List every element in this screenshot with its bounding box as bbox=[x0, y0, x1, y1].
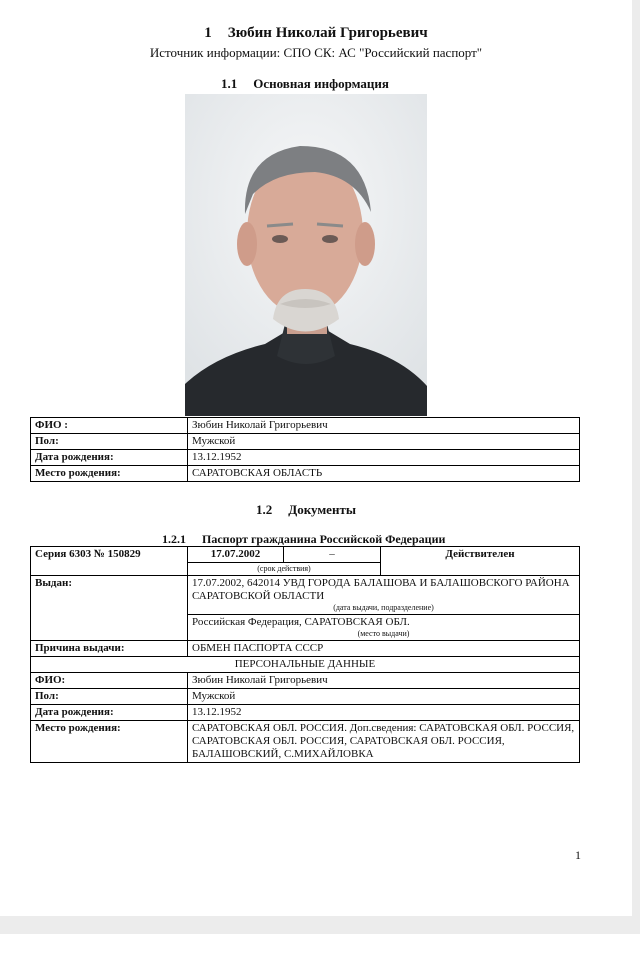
source-line: Источник информации: СПО СК: АС "Российский паспорт" bbox=[149, 45, 483, 60]
table-row bbox=[31, 657, 580, 673]
table-row bbox=[31, 673, 580, 689]
section-docs-heading bbox=[256, 502, 356, 518]
dob-value: 13.12.1952 bbox=[188, 450, 580, 466]
table-row bbox=[31, 721, 580, 763]
table-row bbox=[31, 576, 580, 615]
table-row bbox=[31, 434, 580, 450]
dob-label: Дата рождения: bbox=[31, 450, 188, 466]
next-page bbox=[0, 934, 640, 960]
section-number: 1.2 bbox=[256, 502, 273, 517]
fio-value: Зюбин Николай Григорьевич bbox=[188, 418, 580, 434]
subsection-title: Паспорт гражданина Российской Федерации bbox=[202, 532, 446, 546]
sex-label: Пол: bbox=[31, 689, 188, 705]
passport-status: Действителен bbox=[381, 547, 580, 576]
dob-value: 13.12.1952 bbox=[188, 705, 580, 721]
fio-label: ФИО: bbox=[31, 673, 188, 689]
sex-label: Пол: bbox=[31, 434, 188, 450]
validity-end: – bbox=[284, 547, 381, 563]
table-row bbox=[31, 466, 580, 482]
person-photo bbox=[185, 94, 427, 416]
pob-label: Место рождения: bbox=[31, 466, 188, 482]
place-note: (место выдачи) bbox=[357, 629, 410, 638]
place-value: Российская Федерация, САРАТОВСКАЯ ОБЛ. bbox=[192, 616, 410, 628]
subsection-number: 1.2.1 bbox=[162, 532, 186, 546]
reason-label: Причина выдачи: bbox=[31, 641, 188, 657]
table-row bbox=[31, 450, 580, 466]
place-cell bbox=[188, 615, 580, 641]
section-number: 1.1 bbox=[221, 76, 238, 91]
section-basic-heading bbox=[221, 76, 389, 92]
fio-value: Зюбин Николай Григорьевич bbox=[188, 673, 580, 689]
pob-label: Место рождения: bbox=[31, 721, 188, 763]
fio-label: ФИО : bbox=[31, 418, 188, 434]
section-title: Документы bbox=[288, 502, 356, 517]
person-name: Зюбин Николай Григорьевич bbox=[227, 25, 428, 41]
table-row bbox=[31, 641, 580, 657]
page-number: 1 bbox=[575, 848, 581, 862]
table-row bbox=[31, 547, 580, 563]
table-row bbox=[31, 689, 580, 705]
pob-value: САРАТОВСКАЯ ОБЛ. РОССИЯ. Доп.сведения: САРАТОВСКАЯ ОБЛ. РОССИЯ, САРАТОВСКАЯ ОБЛ. РОССИЯ, САРАТОВСКАЯ ОБЛ. РОССИЯ, БАЛАШОВСКИЙ, С.МИХАЙЛОВКА bbox=[188, 721, 580, 763]
issued-cell bbox=[188, 576, 580, 615]
heading-number: 1 bbox=[204, 25, 212, 41]
reason-value: ОБМЕН ПАСПОРТА СССР bbox=[188, 641, 580, 657]
issued-label: Выдан: bbox=[31, 576, 188, 641]
passport-series: Серия 6303 № 150829 bbox=[31, 547, 188, 576]
dob-label: Дата рождения: bbox=[31, 705, 188, 721]
sex-value: Мужской bbox=[188, 689, 580, 705]
sex-value: Мужской bbox=[188, 434, 580, 450]
passport-date: 17.07.2002 bbox=[188, 547, 284, 563]
table-row bbox=[31, 418, 580, 434]
validity-note: (срок действия) bbox=[188, 563, 381, 576]
pob-value: САРАТОВСКАЯ ОБЛАСТЬ bbox=[188, 466, 580, 482]
person-heading bbox=[0, 25, 632, 42]
personal-data-header: ПЕРСОНАЛЬНЫЕ ДАННЫЕ bbox=[31, 657, 580, 673]
passport-table bbox=[30, 546, 580, 763]
passport-heading bbox=[162, 532, 445, 547]
issued-value: 17.07.2002, 642014 УВД ГОРОДА БАЛАШОВА И БАЛАШОВСКОГО РАЙОНА САРАТОВСКОЙ ОБЛАСТИ bbox=[192, 577, 570, 602]
basic-info-table bbox=[30, 417, 580, 482]
section-title: Основная информация bbox=[253, 76, 389, 91]
table-row bbox=[31, 705, 580, 721]
issued-note: (дата выдачи, подразделение) bbox=[333, 603, 434, 612]
